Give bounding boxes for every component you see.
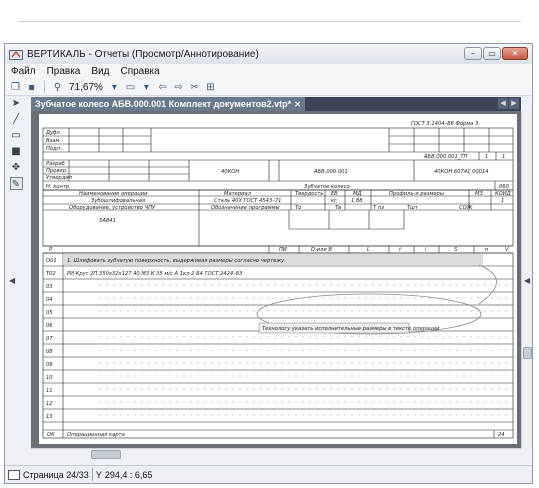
menu-view[interactable]: Вид	[91, 66, 110, 77]
document-sheet	[39, 114, 517, 444]
row-text: РИ Круг 2П 350х32х127 40 М3 К 35 м/с А 1кл 2 Б4 ГОСТ 2424–83	[67, 271, 243, 277]
row-no: 06	[46, 323, 53, 329]
menu-help[interactable]: Справка	[120, 66, 160, 77]
equipment-value: 5А841	[99, 218, 116, 224]
hdr-hardness: Твердость	[295, 191, 324, 197]
unit-value: кг	[331, 198, 337, 204]
label-prover: Провер.	[46, 168, 68, 174]
window-title: ВЕРТИКАЛЬ - Отчеты (Просмотр/Аннотирование)	[27, 48, 259, 60]
open-icon[interactable]: ❐	[11, 81, 20, 93]
hdr-operation-name: Наименование операции	[79, 191, 148, 197]
tab-close-icon[interactable]: ✕	[294, 99, 301, 109]
toolbar-separator	[44, 81, 45, 93]
col-n: n	[485, 247, 489, 253]
coords-label: Y	[95, 469, 102, 480]
document-tab-label: Зубчатое колесо АБВ.000.001 Комплект документов2.vtp*	[35, 99, 292, 109]
status-bar	[5, 465, 532, 483]
hdr-tpz: Т пз	[373, 205, 384, 211]
grid-icon[interactable]: ⊞	[206, 81, 215, 93]
doc-code: АБВ.000.001_ТП	[424, 154, 468, 160]
pencil-tool-icon[interactable]: ✎	[10, 177, 23, 190]
hdr-tsht: Тшт	[407, 205, 418, 211]
row-no: 11	[46, 388, 53, 394]
hdr-ev: ЕВ	[331, 191, 338, 197]
mass-value: 1,88	[351, 198, 363, 204]
sheet-total: 1	[502, 154, 506, 160]
move-tool-icon[interactable]: ✥	[11, 162, 21, 173]
save-icon[interactable]: ▪	[28, 81, 35, 93]
forward-arrow-icon[interactable]: ⇨	[174, 81, 183, 93]
coords-readout: 294,4 : 6,65	[104, 469, 153, 480]
horizontal-scroll-thumb[interactable]	[91, 450, 121, 459]
row-no: 07	[46, 336, 53, 342]
tab-scroll-right-icon[interactable]: ▶	[509, 98, 519, 109]
line-tool-icon[interactable]: ╱	[12, 114, 20, 125]
footer-code: ОК	[47, 432, 55, 438]
row-no: 10	[46, 375, 53, 381]
route-code: 40КОН 60741 00014	[434, 169, 489, 175]
col-pi: ПИ	[279, 247, 287, 253]
label-n-kontr: Н. контр.	[46, 184, 71, 190]
minimize-button[interactable]: –	[464, 47, 482, 60]
row-no: Т02	[46, 271, 56, 277]
row-no: 13	[46, 414, 53, 420]
col-r: Р	[49, 247, 53, 253]
hdr-md: МД	[353, 191, 362, 197]
toolbar	[5, 79, 532, 96]
footer-page: 24	[498, 432, 505, 438]
col-v: V	[505, 247, 509, 253]
row-no: 03	[46, 284, 53, 290]
row-no: 12	[46, 401, 53, 407]
menu-bar	[5, 64, 532, 79]
hdr-to: То	[295, 205, 302, 211]
material-value: Сталь 40Х ГОСТ 4543–71	[214, 198, 282, 204]
scroll-right-arrow-icon[interactable]: ◀	[524, 276, 531, 285]
row-no: 04	[46, 297, 53, 303]
horizontal-scrollbar[interactable]	[31, 448, 521, 459]
part-name: Зубчатое колесо	[304, 184, 350, 190]
row-no: О01	[46, 258, 57, 264]
operation-card-form	[39, 114, 517, 444]
document-tab-bar	[31, 97, 521, 111]
col-s: S	[454, 247, 458, 253]
gost-label: ГОСТ 3.1404–86 Форма 3	[411, 121, 479, 127]
app-logo-icon	[9, 49, 23, 60]
document-tab[interactable]	[31, 97, 305, 111]
scroll-left-arrow-icon[interactable]: ◀	[9, 276, 16, 285]
document-viewport[interactable]	[31, 111, 521, 448]
menu-file[interactable]: Файл	[11, 66, 36, 77]
view-dropdown-icon[interactable]: ▾	[143, 81, 149, 93]
pointer-tool-icon[interactable]: ➤	[11, 98, 21, 109]
title-bar	[5, 44, 532, 64]
tools-icon[interactable]: ✂	[190, 81, 199, 93]
row-text: 1. Шлифовать зубчатую поверхность, выдерживая размеры согласно чертежу.	[67, 258, 286, 264]
page-indicator: Страница 24/33	[23, 469, 89, 480]
fill-tool-icon[interactable]: ■	[11, 146, 21, 157]
hdr-tv: Тв	[335, 205, 342, 211]
org-code: 40КОН	[221, 169, 240, 175]
hdr-material: Материал	[224, 191, 252, 197]
menu-edit[interactable]: Правка	[46, 66, 81, 77]
hdr-koid: КОИД	[495, 191, 511, 197]
zoom-level[interactable]: 71,67%	[69, 81, 103, 93]
col-t: t	[399, 247, 402, 253]
hdr-coolant: СОЖ	[459, 205, 473, 211]
footer-label: Операционная карта	[67, 432, 125, 438]
label-dubl: Дубл.	[46, 130, 62, 136]
col-i: i	[425, 247, 427, 253]
status-divider	[92, 468, 93, 481]
hdr-profile: Профиль и размеры	[389, 191, 444, 197]
hdr-program: Обозначение программы	[211, 205, 280, 211]
close-button[interactable]: ✕	[502, 47, 528, 60]
label-razrab: Разраб.	[46, 161, 67, 167]
col-l: L	[367, 247, 370, 253]
tab-scroll-left-icon[interactable]: ◀	[498, 98, 508, 109]
koid-value: 1	[501, 198, 505, 204]
hdr-mz: МЗ	[475, 191, 483, 197]
part-code: АБВ.000.001	[314, 169, 348, 175]
sheet-code: 060	[499, 184, 509, 190]
label-podl: Подл.	[46, 146, 62, 152]
annotation-tools	[7, 97, 25, 190]
maximize-button[interactable]: ▭	[483, 47, 501, 60]
row-no: 09	[46, 362, 53, 368]
zoom-icon[interactable]: ⚲	[53, 81, 62, 93]
page-icon	[8, 470, 20, 480]
annotation-text[interactable]: Технологу указать исполнительные размеры в тексте операции	[262, 326, 440, 332]
app-window	[4, 43, 533, 484]
row-no: 08	[46, 349, 53, 355]
vertical-scroll-thumb[interactable]	[523, 347, 532, 359]
sheet-number: 1	[485, 154, 489, 160]
operation-name: Зубошлифовальная	[91, 198, 146, 204]
hdr-equipment: Оборудование, устройство ЧПУ	[69, 205, 156, 211]
page-top-divider	[18, 21, 521, 22]
page-view-icon[interactable]: ▭	[125, 81, 136, 93]
zoom-dropdown-icon[interactable]: ▾	[111, 81, 117, 93]
label-vzam: Взам.	[46, 138, 62, 144]
label-utverdil: Утвердил	[46, 175, 72, 181]
col-d-or-b: D или В	[311, 247, 332, 253]
back-arrow-icon[interactable]: ⇦	[158, 81, 167, 93]
rectangle-tool-icon[interactable]: ▭	[11, 130, 21, 141]
row-no: 05	[46, 310, 53, 316]
